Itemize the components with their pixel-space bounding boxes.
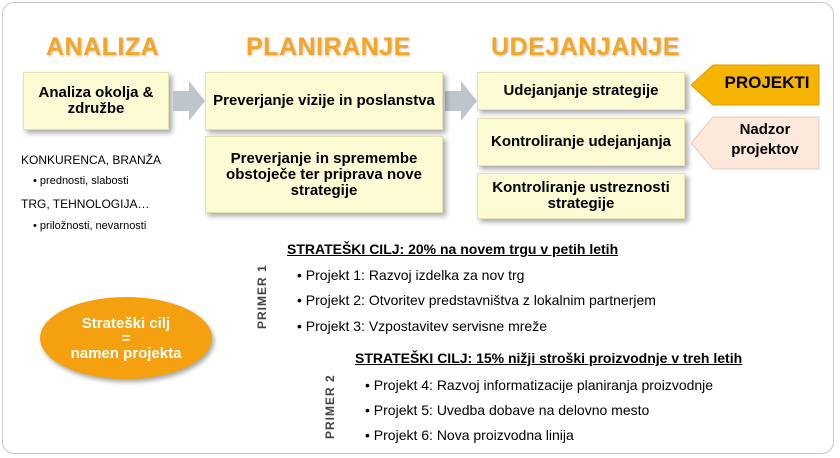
example-1-project-3-text: Projekt 3: Vzpostavitev servisne mreže xyxy=(305,318,548,334)
planning-box-vision: Preverjanje vizije in poslanstva xyxy=(205,72,443,130)
example-2-project-5 xyxy=(365,402,649,418)
bullet-icon: • xyxy=(33,220,40,232)
projects-label: PROJEKTI xyxy=(724,73,810,92)
analysis-sub-opportunities-text: priložnosti, nevarnosti xyxy=(39,220,147,232)
diagram-frame xyxy=(2,2,834,454)
analysis-heading-competition: KONKURENCA, BRANŽA xyxy=(21,153,162,167)
example-1-project-2 xyxy=(297,292,656,308)
example-2-project-4 xyxy=(365,377,713,393)
example-2-goal: STRATEŠKI CILJ: 15% nižji stroški proizvodnje v treh letih xyxy=(355,350,743,366)
example-2-project-5-text: Projekt 5: Uvedba dobave na delovno mesto xyxy=(373,402,650,418)
example-1-project-2-text: Projekt 2: Otvoritev predstavništva z lokalnim partnerjem xyxy=(305,292,656,308)
implementation-box-control: Kontroliranje udejanjanja xyxy=(477,118,685,166)
analysis-sub-strengths xyxy=(33,175,129,188)
oval-line-3: namen projekta xyxy=(70,344,182,362)
example-1-goal: STRATEŠKI CILJ: 20% na novem trgu v petih letih xyxy=(287,241,619,257)
bullet-icon: • xyxy=(365,427,374,443)
bullet-icon: • xyxy=(297,318,306,334)
arrow-analysis-to-planning-icon xyxy=(173,81,205,121)
analysis-heading-market: TRG, TEHNOLOGIJA… xyxy=(21,197,150,211)
bullet-icon: • xyxy=(33,175,40,187)
bullet-icon: • xyxy=(297,267,306,283)
analysis-sub-opportunities xyxy=(33,220,146,233)
example-2-project-6-text: Projekt 6: Nova proizvodna linija xyxy=(373,427,574,443)
strategic-goal-oval xyxy=(40,297,212,379)
example-2-project-4-text: Projekt 4: Razvoj informatizacije planiranja proizvodnje xyxy=(373,377,714,393)
example-1-project-3 xyxy=(297,318,547,334)
example-1-project-1 xyxy=(297,267,524,283)
phase-planiranje: PLANIRANJE xyxy=(246,33,411,61)
example-1-project-1-text: Projekt 1: Razvoj izdelka za nov trg xyxy=(305,267,525,283)
example-2-label: PRIMER 2 xyxy=(323,374,337,439)
implementation-box-suitability: Kontroliranje ustreznosti strategije xyxy=(477,173,685,219)
example-2-project-6 xyxy=(365,427,574,443)
control-label: Nadzor projektov xyxy=(731,121,799,158)
oval-line-1: Strateški cilj xyxy=(81,314,171,332)
analysis-sub-strengths-text: prednosti, slabosti xyxy=(39,175,129,187)
arrow-planning-to-implementation-icon xyxy=(445,81,477,121)
bullet-icon: • xyxy=(365,402,374,418)
planning-box-strategy: Preverjanje in spremembe obstoječe ter priprava nove strategije xyxy=(205,136,443,213)
phase-udejanjanje: UDEJANJANJE xyxy=(491,33,680,61)
bullet-icon: • xyxy=(297,292,306,308)
bullet-icon: • xyxy=(365,377,374,393)
phase-analiza: ANALIZA xyxy=(46,33,160,61)
oval-line-2: = xyxy=(121,329,131,347)
example-1-label: PRIMER 1 xyxy=(255,264,269,329)
implementation-box-strategy: Udejanjanje strategije xyxy=(477,72,685,110)
analysis-box: Analiza okolja & združbe xyxy=(23,72,169,130)
